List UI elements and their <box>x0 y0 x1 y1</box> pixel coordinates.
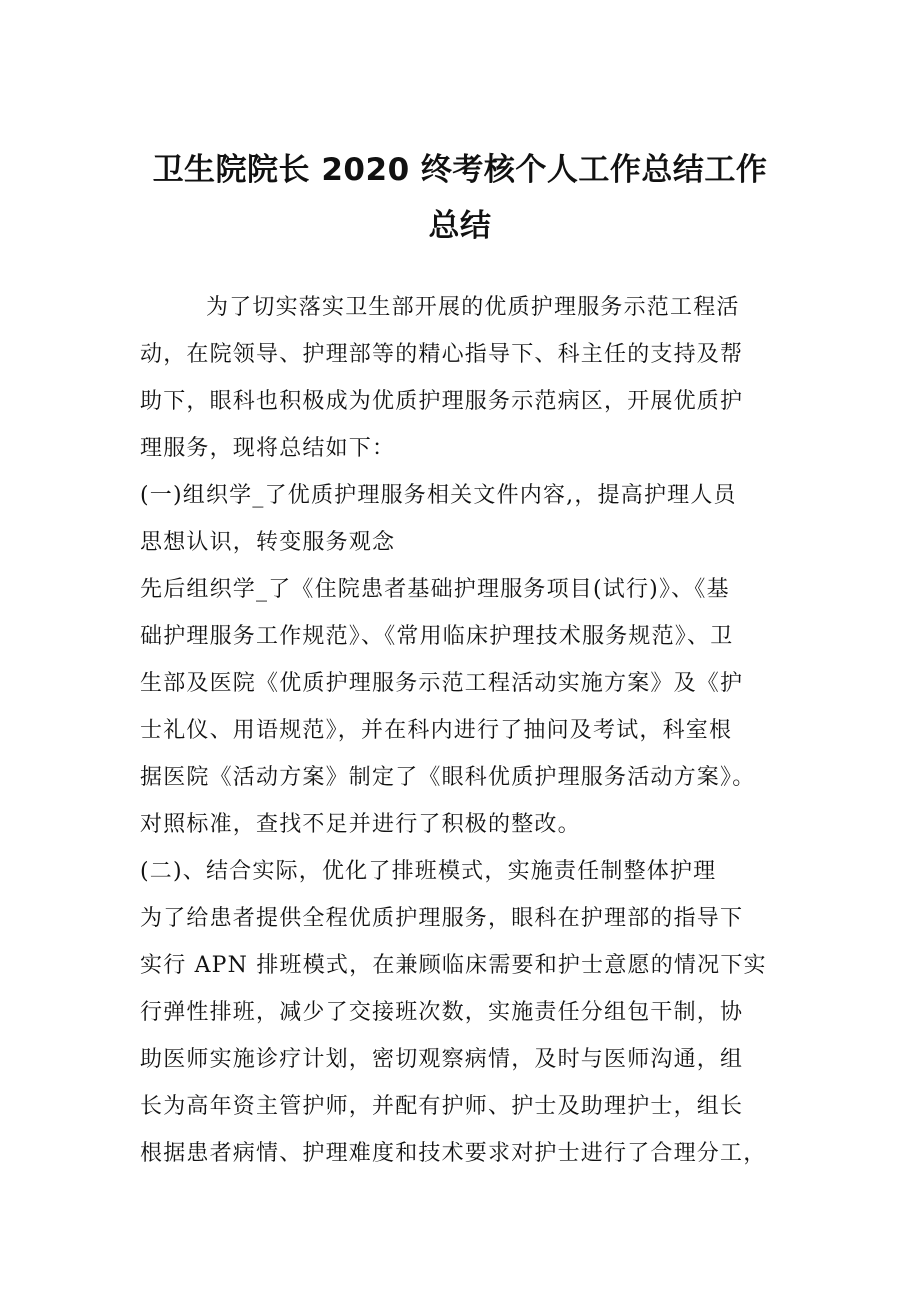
paragraph-line: 助下，眼科也积极成为优质护理服务示范病区，开展优质护 <box>140 389 744 414</box>
paragraph-line: 础护理服务工作规范》、《常用临床护理技术服务规范》、卫 <box>140 624 734 649</box>
title-line-2: 总结 <box>428 208 492 244</box>
paragraph-line: 行弹性排班，减少了交接班次数，实施责任分组包干制，协 <box>140 1000 744 1025</box>
section-heading-line: 思想认识，转变服务观念 <box>140 530 396 555</box>
paragraph-line: 为了给患者提供全程优质护理服务，眼科在护理部的指导下 <box>140 906 744 931</box>
paragraph-line: 据医院《活动方案》制定了《眼科优质护理服务活动方案》。 <box>140 765 756 790</box>
section-heading-line: (二)、结合实际，优化了排班模式，实施责任制整体护理 <box>140 859 717 884</box>
paragraph-line: 士礼仪、用语规范》，并在科内进行了抽问及考试，科室根 <box>140 718 733 743</box>
section-heading-line: (一)组织学_了优质护理服务相关文件内容,，提高护理人员 <box>140 483 737 508</box>
paragraph-line: 动，在院领导、护理部等的精心指导下、科主任的支持及帮 <box>140 342 744 367</box>
document-body <box>140 284 800 1177</box>
paragraph-line: 对照标准，查找不足并进行了积极的整改。 <box>140 812 581 837</box>
paragraph-line: 根据患者病情、护理难度和技术要求对护士进行了合理分工， <box>140 1141 767 1166</box>
paragraph-line: 为了切实落实卫生部开展的优质护理服务示范工程活 <box>206 295 740 320</box>
paragraph-line: 先后组织学_了《住院患者基础护理服务项目(试行)》、《基 <box>140 577 730 602</box>
paragraph-line: 助医师实施诊疗计划，密切观察病情，及时与医师沟通，组 <box>140 1047 744 1072</box>
title-line-1: 卫生院院长 2020 终考核个人工作总结工作 <box>152 152 768 188</box>
paragraph-line: 长为高年资主管护师，并配有护师、护士及助理护士，组长 <box>140 1094 744 1119</box>
document-title <box>120 142 800 254</box>
paragraph-line: 理服务，现将总结如下： <box>140 436 396 461</box>
paragraph-line: 实行 APN 排班模式，在兼顾临床需要和护士意愿的情况下实 <box>140 953 767 978</box>
paragraph-line: 生部及医院《优质护理服务示范工程活动实施方案》及《护 <box>140 671 744 696</box>
